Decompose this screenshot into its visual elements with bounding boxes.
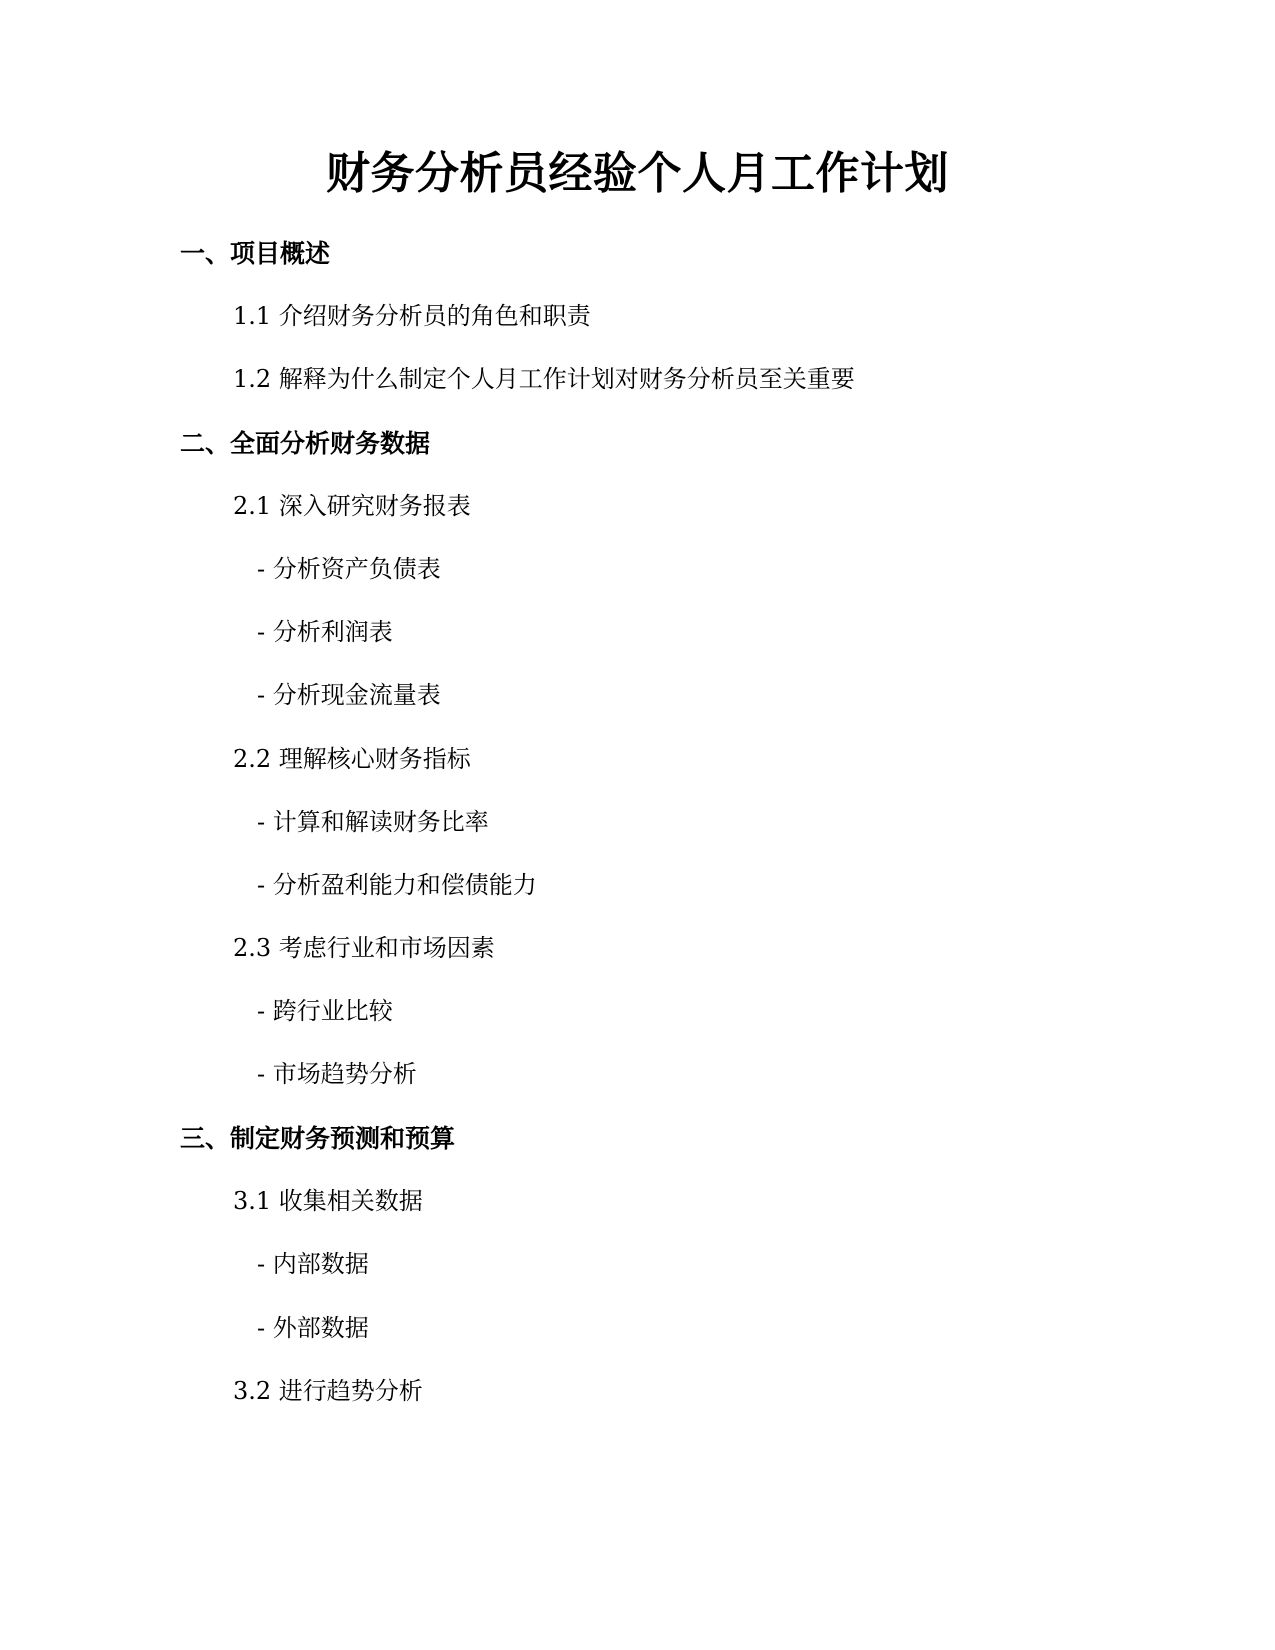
subsection-item: 1.2 解释为什么制定个人月工作计划对财务分析员至关重要 — [233, 365, 855, 393]
subsection-item: 1.1 介绍财务分析员的角色和职责 — [233, 302, 591, 330]
subsection-item: 3.1 收集相关数据 — [233, 1187, 423, 1215]
bullet-item: - 分析利润表 — [257, 618, 393, 646]
bullet-item: - 内部数据 — [257, 1250, 369, 1278]
bullet-item: - 跨行业比较 — [257, 997, 393, 1025]
bullet-item: - 市场趋势分析 — [257, 1060, 417, 1088]
section-heading: 一、项目概述 — [180, 239, 331, 268]
subsection-item: 3.2 进行趋势分析 — [233, 1377, 423, 1405]
bullet-item: - 计算和解读财务比率 — [257, 808, 489, 836]
document-title: 财务分析员经验个人月工作计划 — [326, 148, 949, 199]
subsection-item: 2.1 深入研究财务报表 — [233, 492, 471, 520]
section-heading: 二、全面分析财务数据 — [180, 429, 431, 458]
bullet-item: - 分析现金流量表 — [257, 681, 441, 709]
section-heading: 三、制定财务预测和预算 — [180, 1124, 456, 1153]
bullet-item: - 分析盈利能力和偿债能力 — [257, 871, 537, 899]
bullet-item: - 外部数据 — [257, 1314, 369, 1342]
bullet-item: - 分析资产负债表 — [257, 555, 441, 583]
subsection-item: 2.3 考虑行业和市场因素 — [233, 934, 495, 962]
subsection-item: 2.2 理解核心财务指标 — [233, 745, 471, 773]
